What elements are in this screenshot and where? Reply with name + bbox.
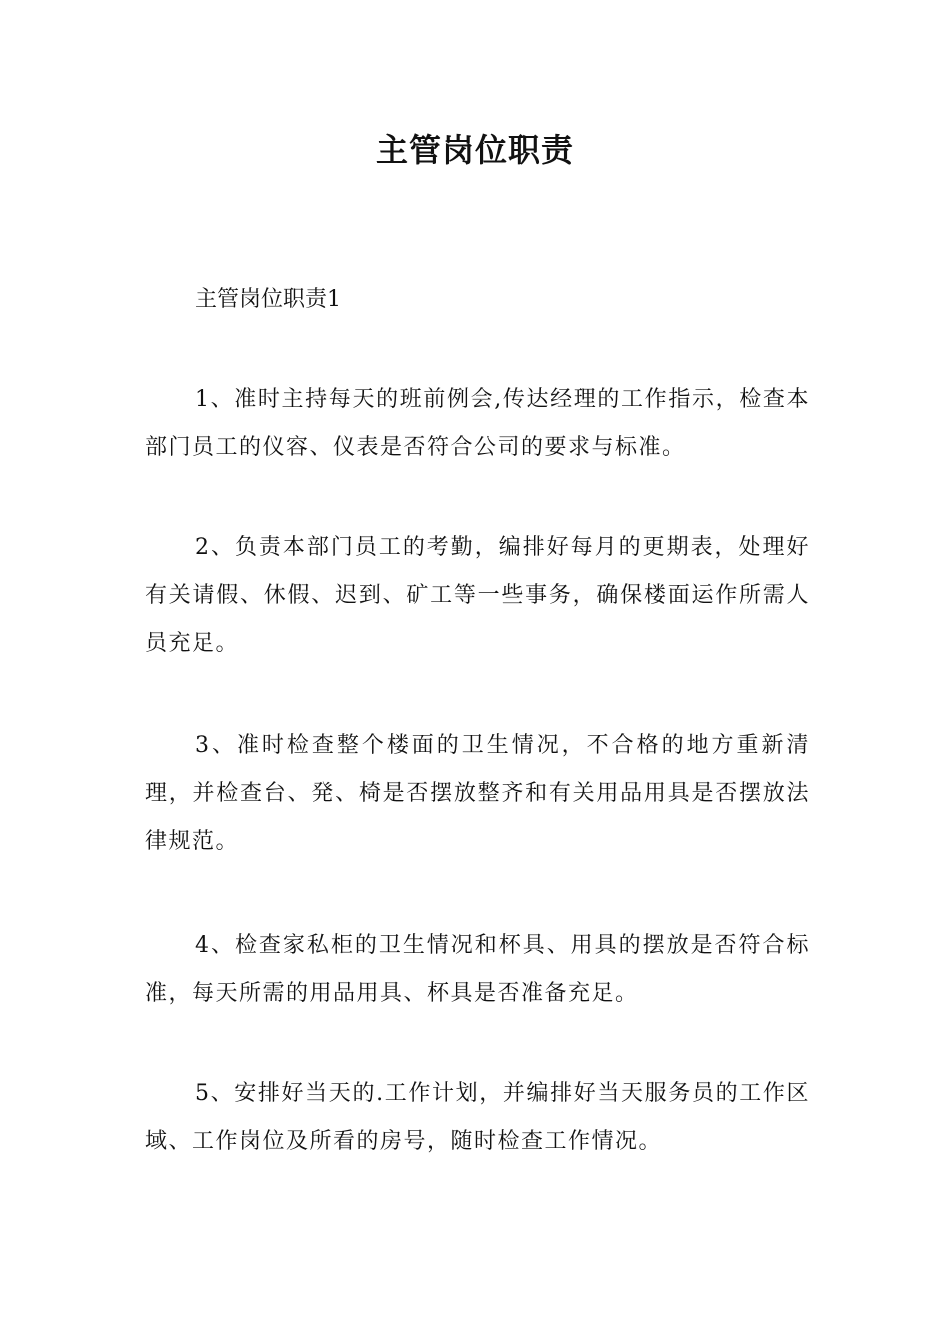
- duty-paragraph-1: 1、准时主持每天的班前例会,传达经理的工作指示，检查本部门员工的仪容、仪表是否符合公司的要求与标准。: [145, 387, 810, 460]
- duty-paragraph-5: 5、安排好当天的.工作计划，并编排好当天服务员的工作区域、工作岗位及所看的房号，随时检查工作情况。: [145, 1081, 810, 1154]
- duty-paragraph-2: 2、负责本部门员工的考勤，编排好每月的更期表，处理好有关请假、休假、迟到、矿工等一些事务，确保楼面运作所需人员充足。: [145, 535, 810, 656]
- duty-paragraph-4: 4、检查家私柜的卫生情况和杯具、用具的摆放是否符合标准，每天所需的用品用具、杯具是否准备充足。: [145, 933, 810, 1006]
- duty-paragraph-3: 3、准时检查整个楼面的卫生情况，不合格的地方重新清理，并检查台、発、椅是否摆放整齐和有关用品用具是否摆放法律规范。: [145, 733, 810, 854]
- document-title: 主管岗位职责: [375, 131, 574, 169]
- section-heading: 主管岗位职责1: [195, 287, 341, 312]
